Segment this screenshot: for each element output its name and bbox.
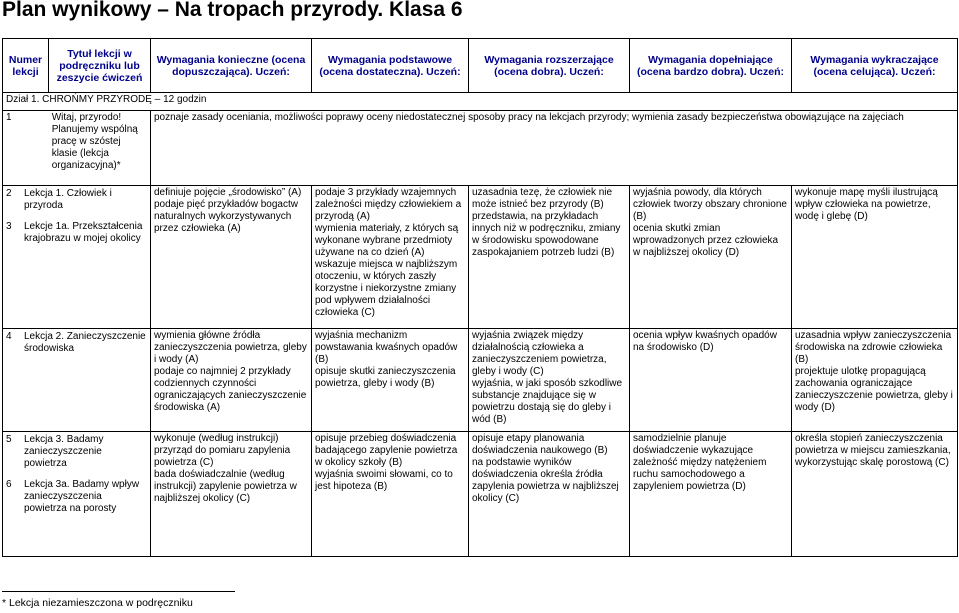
required-cell: wykonuje (według instrukcji) przyrząd do pomiaru zapylenia powietrza (C) bada doświadczalnie (według instrukcji) zapylenie powietrza w najbliższej okolicy (C) [151, 432, 312, 557]
lesson-title: Witaj, przyrodo! Planujemy wspólną pracę w szóstej klasie (lekcja organizacyjna)* [51, 112, 138, 171]
lesson-entry [6, 434, 147, 470]
section-title: Dział 1. CHROŃMY PRZYRODĘ – 12 godzin [3, 93, 958, 111]
header-complementary: Wymagania dopełniające (ocena bardzo dobra). Uczeń: [630, 39, 792, 93]
lesson-number: 5 [6, 434, 12, 445]
extended-cell: opisuje etapy planowania doświadczenia naukowego (B) na podstawie wyników doświadczenia określa źródła zapylenia powietrza w najbliższej okolicy (C) [469, 432, 630, 557]
complementary-cell: wyjaśnia powody, dla których człowiek tworzy obszary chronione (B) ocenia skutki zmian wprowadzonych przez człowieka w najbliższej okolicy (D) [630, 186, 792, 329]
lesson-number: 1 [6, 112, 12, 123]
header-required: Wymagania konieczne (ocena dopuszczająca). Uczeń: [151, 39, 312, 93]
header-basic: Wymagania podstawowe (ocena dostateczna). Uczeń: [312, 39, 469, 93]
required-cell: definiuje pojęcie „środowisko” (A) podaje pięć przykładów bogactw naturalnych wykorzystywanych przez człowieka (A) [151, 186, 312, 329]
table-row [3, 111, 958, 186]
basic-cell: wyjaśnia mechanizm powstawania kwaśnych opadów (B) opisuje skutki zanieczyszczenia powietrza, gleby i wody (B) [312, 329, 469, 432]
lesson-title: Lekcja 3. Badamy zanieczyszczenie powietrza [24, 434, 104, 469]
complementary-cell: samodzielnie planuje doświadczenie wykazujące zależność między natężeniem ruchu samochodowego a zapyleniem powietrza (D) [630, 432, 792, 557]
lesson-requirements: poznaje zasady oceniania, możliwości poprawy oceny niedostatecznej sposoby pracy na lekcjach przyrody; wymienia zasady bezpieczeństwa obowiązujące na zajęciach [151, 111, 958, 186]
lesson-number: 4 [6, 331, 12, 342]
header-lesson-title: Tytuł lekcji w podręczniku lub zeszycie ćwiczeń [49, 39, 151, 93]
lesson-title: Lekcja 3a. Badamy wpływ zanieczyszczenia powietrza na porosty [24, 479, 140, 514]
lesson-number: 6 [6, 479, 12, 490]
page-title: Plan wynikowy – Na tropach przyrody. Klasa 6 [2, 0, 463, 21]
complementary-cell: ocenia wpływ kwaśnych opadów na środowisko (D) [630, 329, 792, 432]
required-cell: wymienia główne źródła zanieczyszczenia powietrza, gleby i wody (A) podaje co najmniej 2 przykłady codziennych czynności ograniczających zanieczyszczenie środowiska (A) [151, 329, 312, 432]
header-exceeding: Wymagania wykraczające (ocena celująca). Uczeń: [792, 39, 958, 93]
basic-cell: podaje 3 przykłady wzajemnych zależności między człowiekiem a przyrodą (A) wymienia materiały, z których są wykonane wybrane przedmioty używane na co dzień (A) wskazuje miejsca w najbliższym otoczeniu, w których zaszły korzystne i niekorzystne zmiany pod wpływem działalności człowieka (C) [312, 186, 469, 329]
exceeding-cell: uzasadnia wpływ zanieczyszczenia środowiska na zdrowie człowieka (B) projektuje ulotkę propagującą zachowania ograniczające zanieczyszczenie powietrza, gleby i wody (D) [792, 329, 958, 432]
section-row [3, 93, 958, 111]
extended-cell: uzasadnia tezę, że człowiek nie może istnieć bez przyrody (B) przedstawia, na przykładach innych niż w podręczniku, zmiany w środowisku spowodowane zaspokajaniem potrzeb ludzi (B) [469, 186, 630, 329]
header-row [3, 39, 958, 93]
extended-cell: wyjaśnia związek między działalnością człowieka a zanieczyszczeniem powietrza, gleby i wody (C) wyjaśnia, w jaki sposób szkodliwe substancje znajdujące się w powietrzu dostają się do gleby i wód (B) [469, 329, 630, 432]
basic-cell: opisuje przebieg doświadczenia badającego zapylenie powietrza w okolicy szkoły (B) wyjaśnia swoimi słowami, co to jest hipoteza (B) [312, 432, 469, 557]
lesson-title: Lekcje 1a. Przekształcenia krajobrazu w mojej okolicy [24, 221, 143, 244]
lesson-entry [6, 221, 147, 245]
table-row [3, 432, 958, 557]
lesson-number: 3 [6, 221, 12, 232]
lesson-entry [6, 331, 147, 355]
header-lesson-number: Numer lekcji [3, 39, 49, 93]
lesson-number: 2 [6, 188, 12, 199]
table-row [3, 186, 958, 329]
lesson-entry [6, 479, 147, 515]
exceeding-cell: wykonuje mapę myśli ilustrującą wpływ człowieka na powietrze, wodę i glebę (D) [792, 186, 958, 329]
lesson-entry [6, 188, 147, 212]
lesson-title: Lekcja 1. Człowiek i przyroda [24, 188, 112, 211]
footnote-divider [2, 591, 235, 592]
exceeding-cell: określa stopień zanieczyszczenia powietrza w miejscu zamieszkania, wykorzystując skalę porostową (C) [792, 432, 958, 557]
header-extended: Wymagania rozszerzające (ocena dobra). Uczeń: [469, 39, 630, 93]
requirements-table [2, 38, 958, 557]
footnote: * Lekcja niezamieszczona w podręczniku [2, 597, 193, 609]
table-row [3, 329, 958, 432]
lesson-title: Lekcja 2. Zanieczyszczenie środowiska [24, 331, 146, 354]
